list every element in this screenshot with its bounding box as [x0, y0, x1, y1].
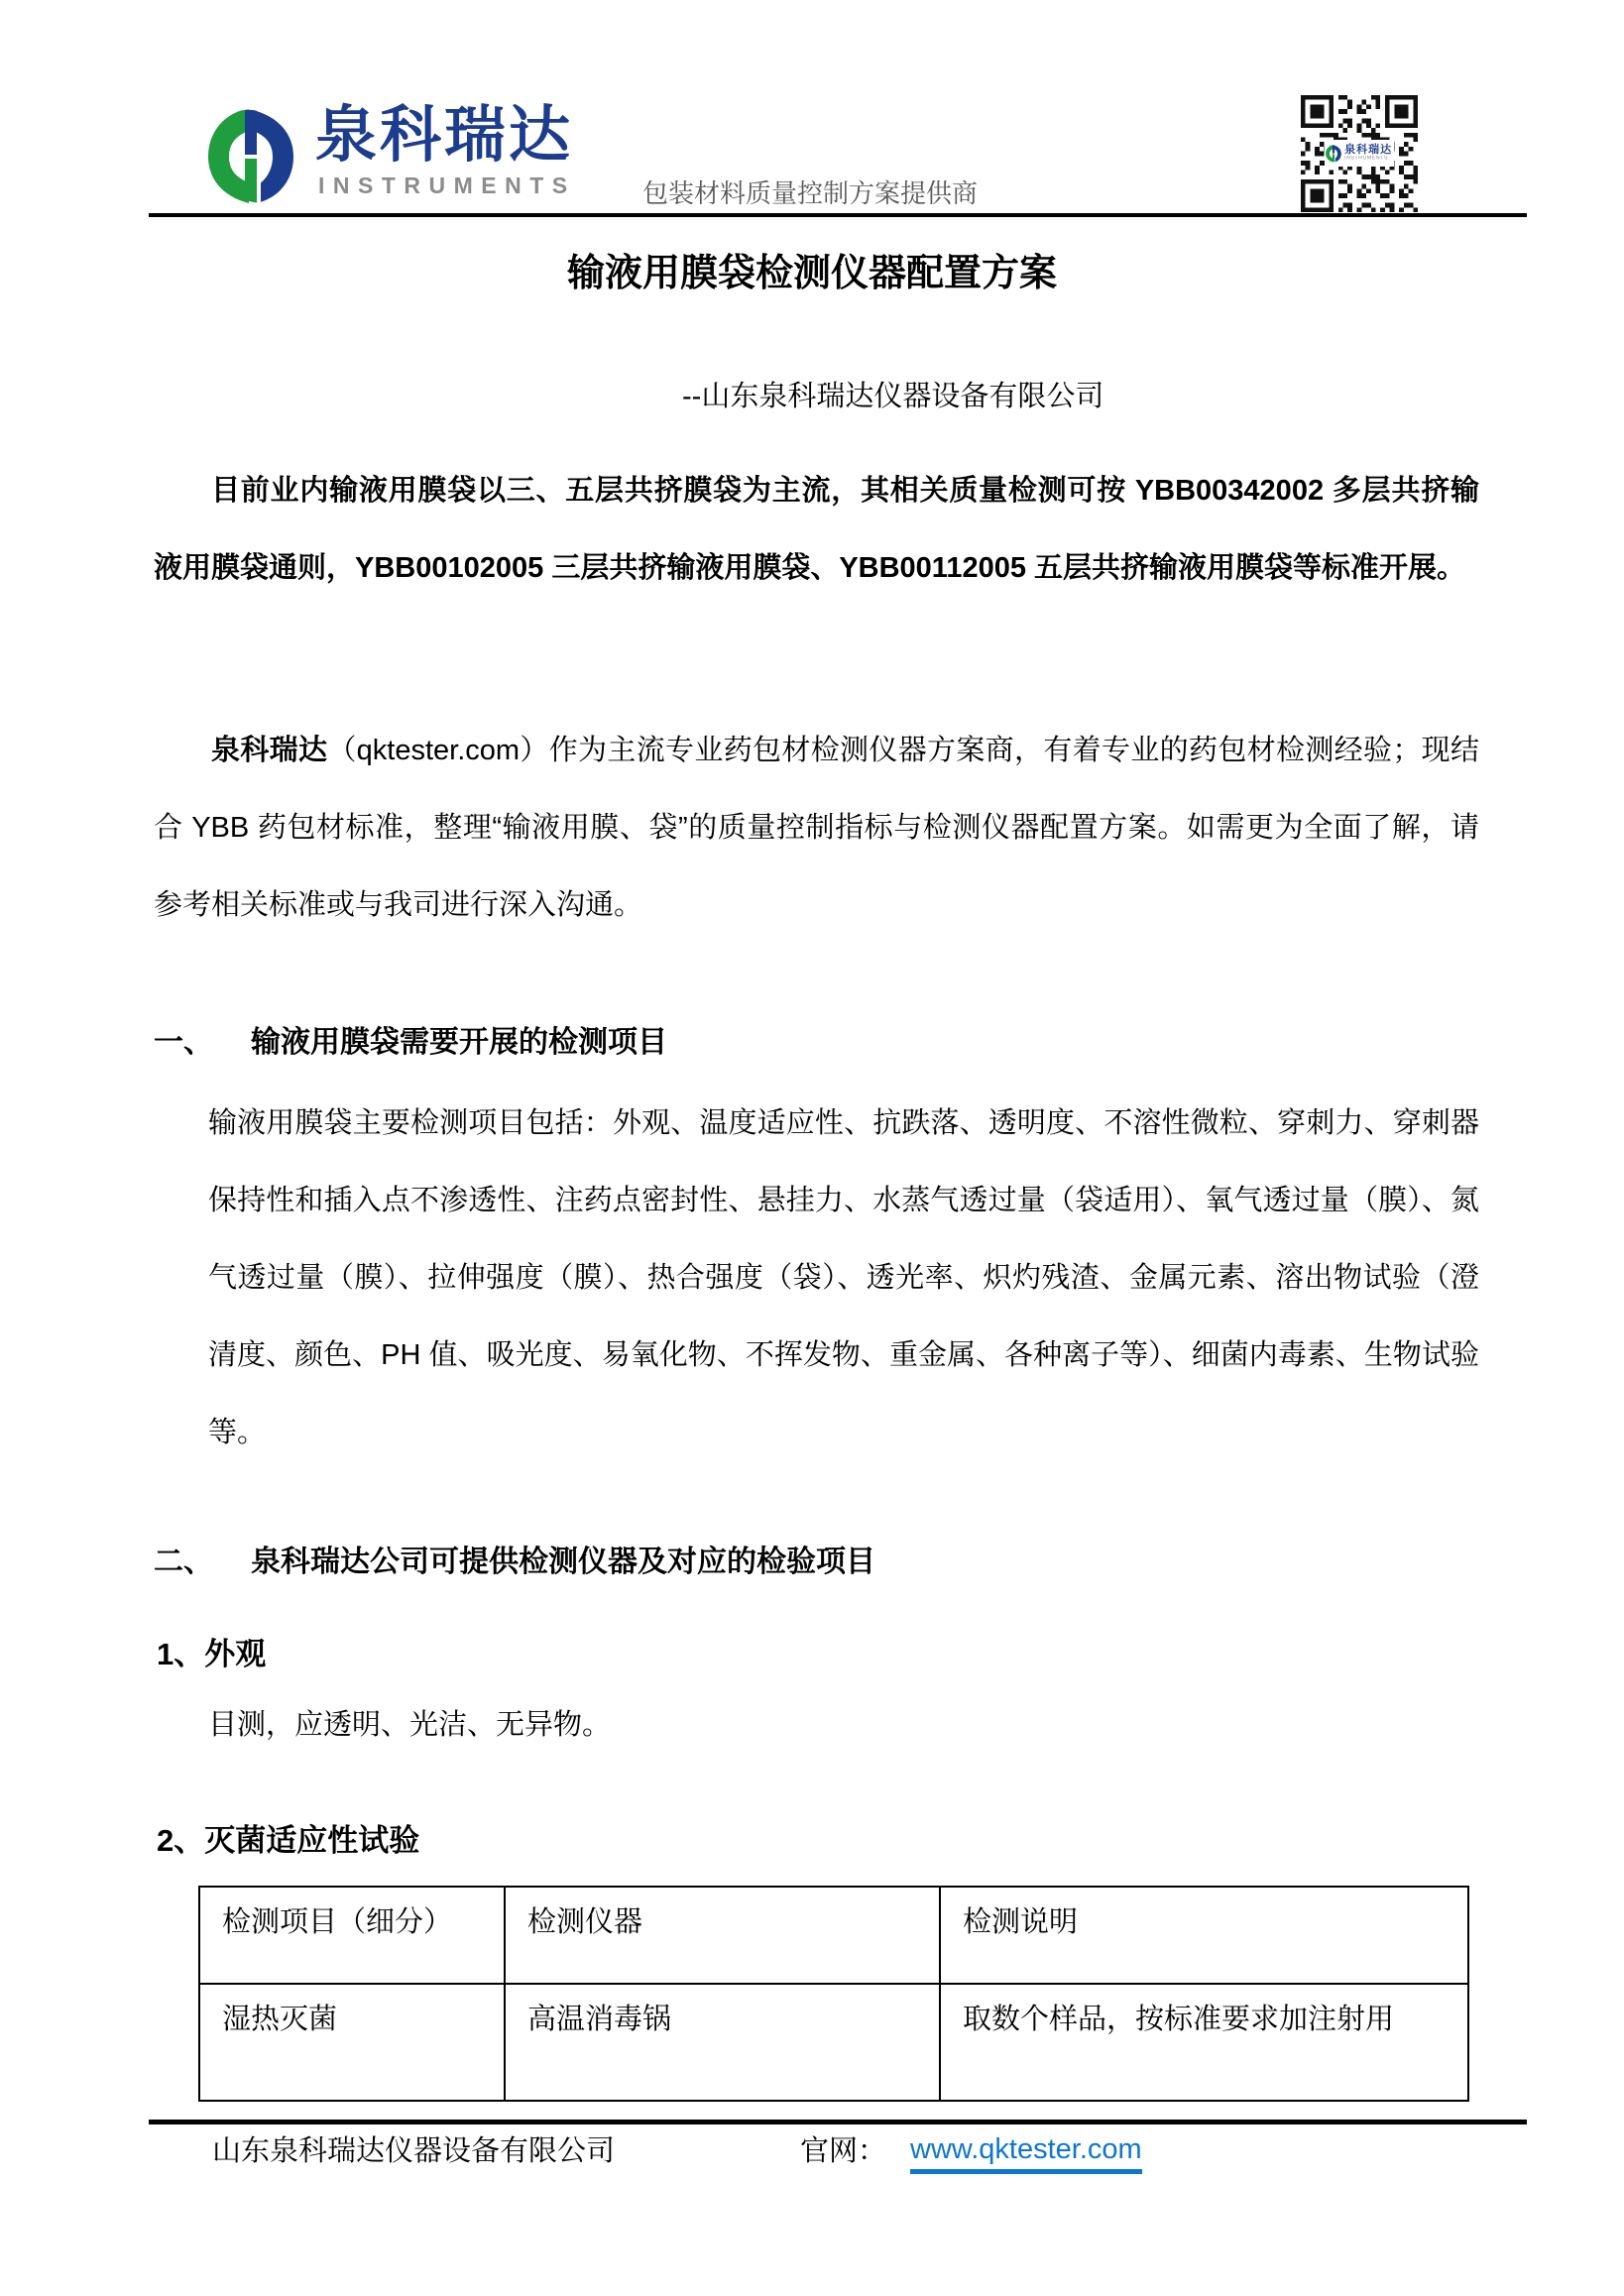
- footer-company-name: 山东泉科瑞达仪器设备有限公司: [212, 2135, 616, 2167]
- section-2-number: 二、: [154, 1546, 213, 1578]
- table-cell-instrument: 高温消毒锅: [505, 1984, 940, 2101]
- footer-divider: [149, 2120, 1527, 2124]
- table-header-row: [199, 1887, 1468, 1984]
- table-header-cell-instrument: 检测仪器: [505, 1887, 940, 1984]
- qr-chip-brand-cn: 泉科瑞达: [1344, 143, 1393, 156]
- brand-name: 泉科瑞达: [315, 101, 574, 170]
- qr-center-logo: [1325, 140, 1394, 167]
- section-2-title: 泉科瑞达公司可提供检测仪器及对应的检验项目: [251, 1546, 875, 1578]
- page-title: 输液用膜袋检测仪器配置方案: [566, 253, 1057, 294]
- inspection-table: [198, 1886, 1469, 2102]
- section-1-body: 输液用膜袋主要检测项目包括：外观、温度适应性、抗跌落、透明度、不溶性微粒、穿刺力、穿刺器保持性和插入点不渗透性、注药点密封性、悬挂力、水蒸气透过量（袋适用）、氧气透过量（膜）、氮气透过量（膜）、拉伸强度（膜）、热合强度（袋）、透光率、炽灼残渣、金属元素、溶出物试验（澄清度、颜色、PH 值、吸光度、易氧化物、不挥发物、重金属、各种离子等）、细菌内毒素、生物试验等。: [208, 1107, 1479, 1448]
- table-cell-description: 取数个样品，按标准要求加注射用: [940, 1984, 1468, 2101]
- table-row: [199, 1984, 1468, 2101]
- table-cell-item: 湿热灭菌: [199, 1984, 505, 2101]
- footer-site-label: 官网：: [800, 2135, 887, 2167]
- section-2-heading: [154, 1543, 875, 1582]
- header-tagline: 包装材料质量控制方案提供商: [642, 178, 979, 208]
- intro-paragraph-2: [154, 712, 1479, 944]
- header-divider: [149, 213, 1527, 217]
- intro-paragraph-1: 目前业内输液用膜袋以三、五层共挤膜袋为主流，其相关质量检测可按 YBB00342002 多层共挤输液用膜袋通则，YBB00102005 三层共挤输液用膜袋、YBB00112005 五层共挤输液用膜袋等标准开展。: [154, 475, 1479, 584]
- intro-paragraph-2-rest: （qktester.com）作为主流专业药包材检测仪器方案商，有着专业的药包材检测经验；现结合 YBB 药包材标准，整理“输液用膜、袋”的质量控制指标与检测仪器配置方案。如需更为全面了解，请参考相关标准或与我司进行深入沟通。: [154, 735, 1479, 921]
- company-logo-icon: [207, 108, 294, 205]
- table-header-cell-description: 检测说明: [940, 1887, 1468, 1984]
- subsection-1-body: 目测，应透明、光洁、无异物。: [208, 1709, 612, 1741]
- section-1-title: 输液用膜袋需要开展的检测项目: [251, 1026, 667, 1059]
- brand-subtitle: INSTRUMENTS: [318, 172, 576, 198]
- table-header-cell-item: 检测项目（细分）: [199, 1887, 505, 1984]
- subsection-1-heading: 1、外观: [157, 1637, 267, 1671]
- intro-paragraph-2-lead: 泉科瑞达: [211, 735, 328, 766]
- subsection-2-heading: 2、灭菌适应性试验: [157, 1823, 420, 1858]
- qr-chip-brand-en: INSTRUMENTS: [1344, 155, 1389, 161]
- section-1-heading: [154, 1023, 667, 1063]
- footer-site-link[interactable]: www.qktester.com: [910, 2133, 1142, 2174]
- section-1-number: 一、: [154, 1026, 213, 1059]
- page-subtitle: --山东泉科瑞达仪器设备有限公司: [682, 381, 1104, 412]
